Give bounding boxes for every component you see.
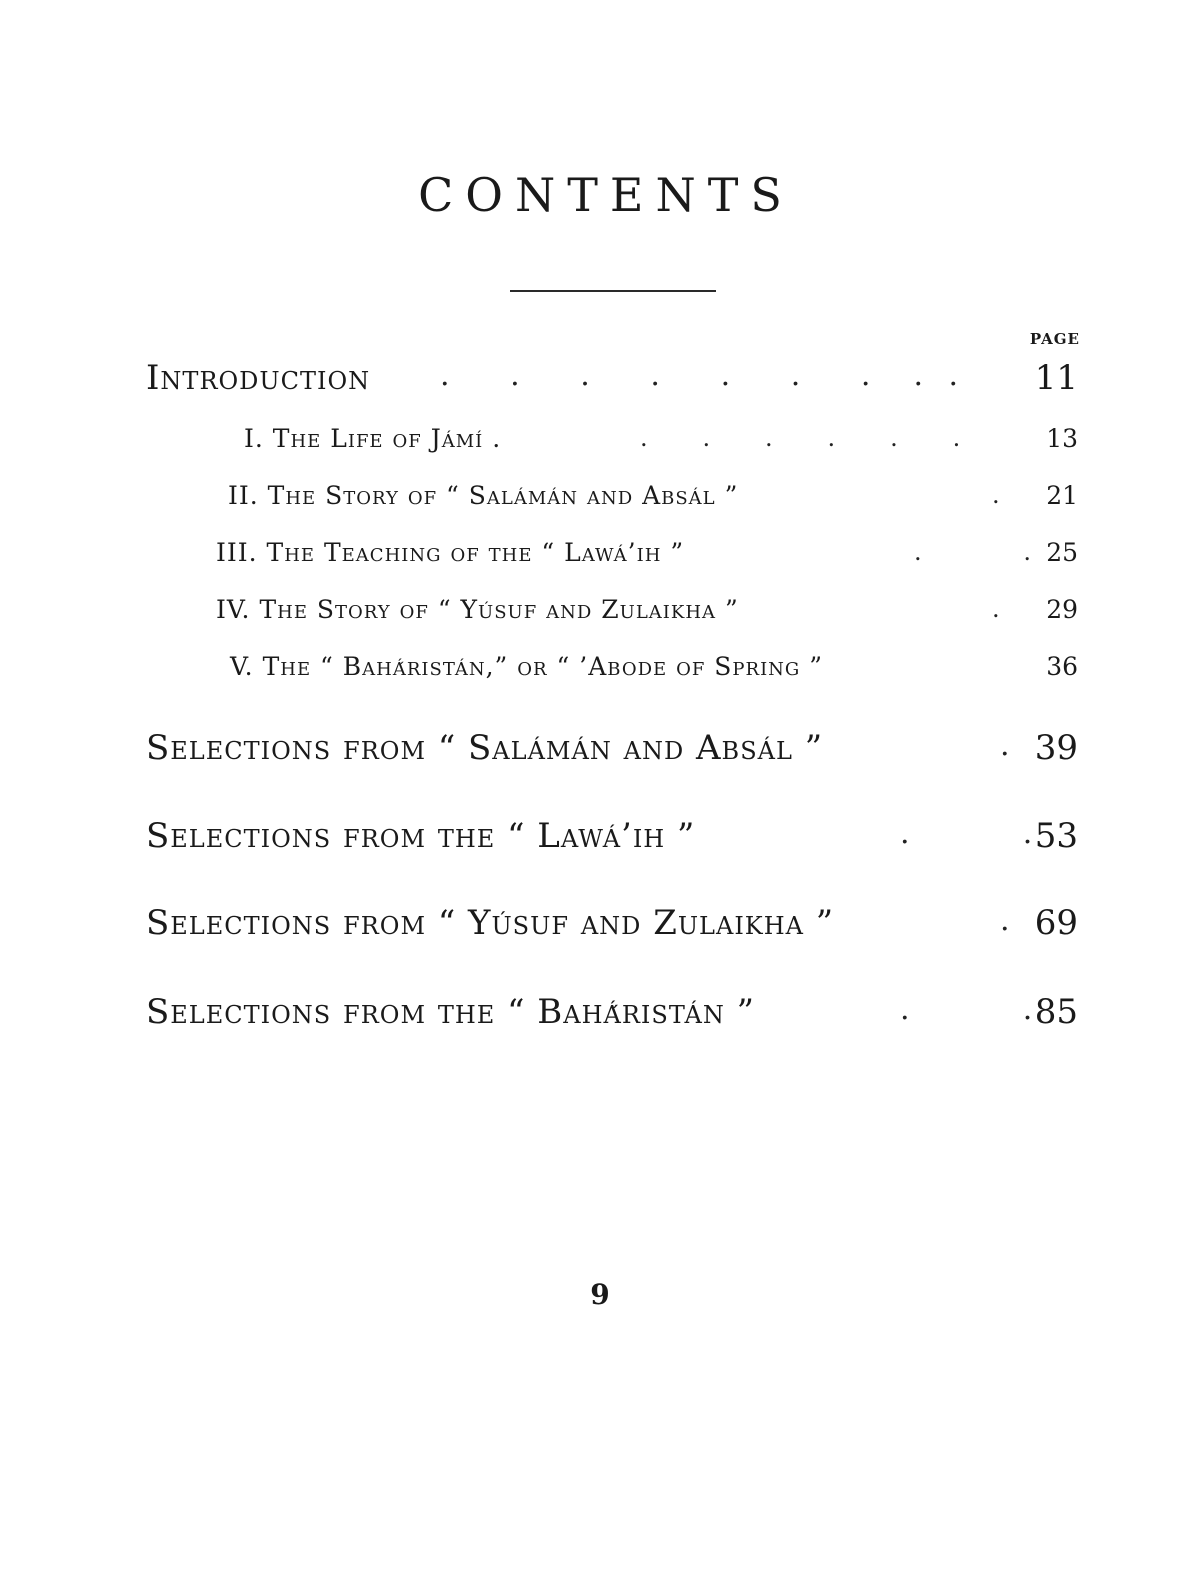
toc-entry-selections-salaman[interactable] [0, 728, 1200, 768]
toc-leader-dots: . [1000, 728, 1018, 763]
toc-entry-page: 69 [1034, 903, 1078, 943]
toc-entry-section-2[interactable] [0, 481, 1200, 521]
toc-entry-page: 39 [1034, 728, 1078, 768]
page-number: 9 [590, 1278, 610, 1311]
toc-leader-dots: . [992, 595, 1008, 623]
toc-entry-section-1[interactable] [0, 424, 1200, 464]
toc-entry-label: II. The Story of “ Salámán and Absál ” [228, 481, 739, 510]
toc-entry-page: 36 [1046, 652, 1078, 681]
toc-entry-selections-yusuf[interactable] [0, 903, 1200, 943]
toc-entry-page: 29 [1046, 595, 1078, 624]
toc-entry-page: 53 [1034, 816, 1078, 856]
page-column-label: PAGE [1029, 330, 1080, 348]
title-rule [510, 290, 716, 292]
toc-entry-label: Selections from “ Yúsuf and Zulaikha ” [146, 903, 835, 943]
toc-entry-label: III. The Teaching of the “ Lawá’ih ” [216, 538, 685, 567]
page-title: CONTENTS [418, 168, 794, 222]
toc-entry-label: IV. The Story of “ Yúsuf and Zulaikha ” [216, 595, 739, 624]
toc-leader-dots: . [992, 481, 1008, 509]
toc-entry-section-5[interactable] [0, 652, 1200, 692]
toc-entry-label: Selections from the “ Bahá́ristán ” [146, 992, 756, 1032]
toc-entry-introduction[interactable] [0, 358, 1200, 398]
toc-entry-section-4[interactable] [0, 595, 1200, 635]
toc-leader-dots: . . [900, 816, 1041, 851]
toc-leader-dots: . . . . . . . . . [440, 358, 967, 393]
toc-leader-dots: . [1000, 903, 1018, 938]
toc-entry-page: 13 [1046, 424, 1078, 453]
toc-entry-page: 11 [1034, 358, 1078, 398]
toc-entry-selections-baharistan[interactable] [0, 992, 1200, 1032]
toc-entry-selections-lawaih[interactable] [0, 816, 1200, 856]
toc-leader-dots: . . . . . . [640, 424, 969, 452]
toc-entry-page: 21 [1046, 481, 1078, 510]
toc-entry-page: 85 [1034, 992, 1078, 1032]
toc-entry-page: 25 [1046, 538, 1078, 567]
toc-entry-label: Introduction [146, 358, 371, 398]
toc-entry-label: Selections from the “ Lawá’ih ” [146, 816, 696, 856]
toc-entry-label: Selections from “ Salámán and Absál ” [146, 728, 824, 768]
toc-entry-label: V. The “ Bahá́ristán,” or “ ’Abode of Spring ” [230, 652, 824, 681]
toc-entry-label: I. The Life of Jámí . [244, 424, 502, 453]
toc-leader-dots: . . [900, 992, 1041, 1027]
toc-entry-section-3[interactable] [0, 538, 1200, 578]
toc-leader-dots: . . [914, 538, 1040, 566]
